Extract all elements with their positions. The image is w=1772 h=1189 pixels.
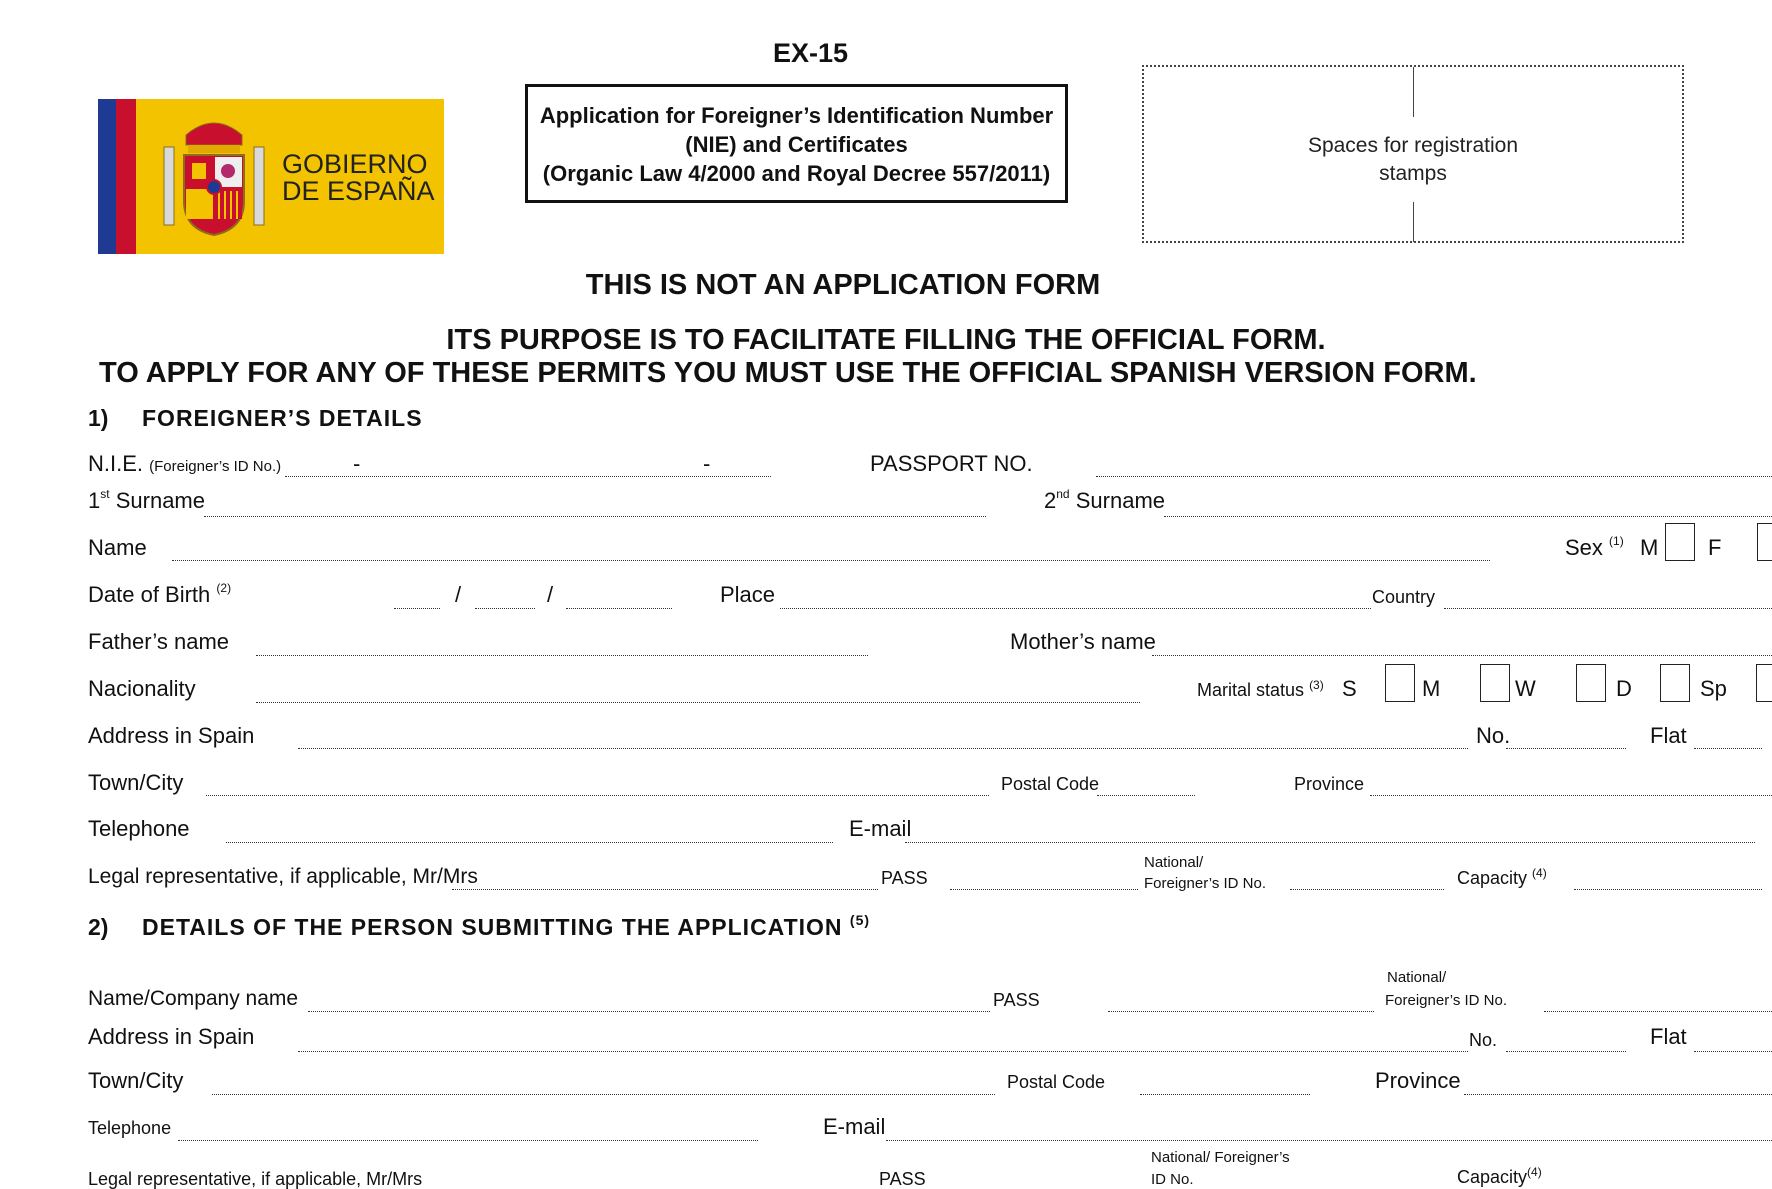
s2-name-label: Name/Company name	[88, 987, 299, 1010]
sex-f-label: F	[1708, 535, 1722, 560]
marital-s-label: S	[1342, 676, 1357, 701]
nie-dash-1: -	[353, 451, 361, 476]
nie-field[interactable]	[285, 476, 771, 477]
s2-no-label: No.	[1469, 1030, 1498, 1050]
s2-national-id-field[interactable]	[1544, 1011, 1772, 1012]
s2-flat-field[interactable]	[1694, 1051, 1772, 1052]
province-field[interactable]	[1370, 795, 1772, 796]
nationality-field[interactable]	[256, 702, 1140, 703]
surname2-field[interactable]	[1164, 516, 1772, 517]
logo-text-line-2: DE ESPAÑA	[282, 176, 435, 206]
address-flat-label: Flat	[1650, 723, 1687, 748]
dob-slash-2: /	[547, 582, 554, 607]
surname2-label: 2nd Surname	[1044, 487, 1166, 513]
postal-field[interactable]	[1097, 795, 1195, 796]
passport-field[interactable]	[1096, 476, 1772, 477]
s2-town-label: Town/City	[88, 1068, 184, 1093]
s2-pass-label: PASS	[993, 990, 1040, 1010]
surname1-label: 1st Surname	[88, 487, 205, 513]
logo-blue-stripe	[98, 99, 116, 254]
gobierno-logo	[98, 99, 444, 254]
legal-pass-label: PASS	[881, 868, 928, 888]
legal-capacity-label: Capacity $^{(4)}$	[1457, 866, 1547, 888]
s2-address-label: Address in Spain	[88, 1024, 255, 1049]
legal-national-id-label-1: National/	[1144, 854, 1204, 871]
s2-no-field[interactable]	[1506, 1051, 1626, 1052]
province-label: Province	[1294, 774, 1365, 794]
s2-national-id-label-2: Foreigner’s ID No.	[1385, 992, 1507, 1009]
s2-legal-capacity-label: Capacity$^{(4)}$	[1457, 1165, 1542, 1187]
passport-label: PASSPORT NO.	[870, 451, 1033, 476]
marital-sp-checkbox[interactable]	[1756, 664, 1772, 702]
sex-m-checkbox[interactable]	[1665, 523, 1695, 561]
nie-label: N.I.E. (Foreigner’s ID No.)	[88, 451, 282, 476]
form-title-line-1: Application for Foreigner’s Identification Number	[539, 103, 1054, 128]
telephone-field[interactable]	[226, 842, 833, 843]
mother-field[interactable]	[1152, 655, 1772, 656]
stamp-divider-bottom	[1413, 202, 1414, 242]
legal-rep-label: Legal representative, if applicable, Mr/Mrs	[88, 865, 478, 888]
email-label: E-mail	[849, 816, 912, 841]
sex-m-label: M	[1640, 535, 1659, 560]
town-field[interactable]	[206, 795, 989, 796]
sex-f-checkbox[interactable]	[1757, 523, 1772, 561]
town-label: Town/City	[88, 770, 184, 795]
place-field[interactable]	[780, 608, 1371, 609]
dob-label: Date of Birth $^{(2)}$	[88, 581, 232, 607]
s2-legal-rep-label: Legal representative, if applicable, Mr/Mrs	[88, 1169, 423, 1189]
marital-d-checkbox[interactable]	[1660, 664, 1690, 702]
s2-pass-field[interactable]	[1108, 1011, 1374, 1012]
legal-pass-field[interactable]	[950, 889, 1138, 890]
nationality-label: Nacionality	[88, 676, 196, 701]
notice-line-1: THIS IS NOT AN APPLICATION FORM	[585, 269, 1101, 301]
s2-email-field[interactable]	[886, 1140, 1772, 1141]
marital-w-checkbox[interactable]	[1576, 664, 1606, 702]
telephone-label: Telephone	[88, 816, 190, 841]
legal-rep-field[interactable]	[452, 889, 878, 890]
stamp-divider-top	[1413, 67, 1414, 117]
stamp-text-line-2: stamps	[1379, 162, 1447, 185]
coat-of-arms-icon	[156, 117, 272, 242]
s2-flat-label: Flat	[1650, 1024, 1687, 1049]
marital-m-label: M	[1422, 676, 1441, 701]
sex-label: Sex $^{(1)}$	[1565, 534, 1624, 560]
notice-line-3: TO APPLY FOR ANY OF THESE PERMITS YOU MUST USE THE OFFICIAL SPANISH VERSION FORM.	[99, 357, 1477, 389]
form-title-line-3: (Organic Law 4/2000 and Royal Decree 557/2011)	[542, 161, 1051, 186]
marital-s-checkbox[interactable]	[1385, 664, 1415, 702]
section-1-number: 1)	[88, 405, 109, 431]
marital-sp-label: Sp	[1700, 676, 1727, 701]
father-label: Father’s name	[88, 629, 230, 654]
s2-telephone-label: Telephone	[88, 1118, 172, 1138]
registration-stamp-box	[1142, 65, 1684, 243]
s2-name-field[interactable]	[308, 1011, 990, 1012]
form-title-box	[525, 84, 1068, 203]
s2-province-label: Province	[1375, 1068, 1461, 1093]
s2-town-field[interactable]	[212, 1094, 995, 1095]
stamp-text-line-1: Spaces for registration	[1307, 134, 1519, 157]
marital-d-label: D	[1616, 676, 1632, 701]
address-label: Address in Spain	[88, 723, 255, 748]
section-2-number: 2)	[88, 914, 109, 940]
country-label: Country	[1372, 587, 1436, 607]
s2-legal-national-id-label-1: National/ Foreigner’s	[1151, 1149, 1290, 1166]
s2-email-label: E-mail	[823, 1114, 886, 1139]
logo-text	[282, 151, 435, 205]
s2-postal-field[interactable]	[1140, 1094, 1310, 1095]
dob-day-field[interactable]	[394, 608, 440, 609]
s2-postal-label: Postal Code	[1007, 1072, 1106, 1092]
address-no-field[interactable]	[1506, 748, 1626, 749]
notice-line-2: ITS PURPOSE IS TO FACILITATE FILLING THE OFFICIAL FORM.	[446, 324, 1326, 356]
s2-province-field[interactable]	[1464, 1094, 1772, 1095]
marital-label: Marital status $^{(3)}$	[1197, 678, 1324, 700]
form-code: EX-15	[773, 38, 849, 68]
surname1-field[interactable]	[204, 516, 986, 517]
logo-red-stripe	[116, 99, 136, 254]
nie-dash-2: -	[703, 451, 711, 476]
s2-telephone-field[interactable]	[178, 1140, 758, 1141]
address-no-label: No.	[1476, 723, 1511, 748]
dob-month-field[interactable]	[475, 608, 535, 609]
section-2-title: DETAILS OF THE PERSON SUBMITTING THE APPLICATION $^{(5)}$	[142, 912, 871, 940]
name-field[interactable]	[172, 560, 1490, 561]
place-label: Place	[720, 582, 776, 607]
legal-national-id-field[interactable]	[1290, 889, 1444, 890]
email-field[interactable]	[905, 842, 1755, 843]
name-label: Name	[88, 535, 147, 560]
logo-text-line-1: GOBIERNO	[282, 149, 428, 179]
country-field[interactable]	[1444, 608, 1772, 609]
form-title-line-2: (NIE) and Certificates	[685, 132, 908, 157]
logo-white-stripe	[136, 99, 140, 254]
dob-slash-1: /	[455, 582, 462, 607]
marital-w-label: W	[1515, 676, 1536, 701]
address-field[interactable]	[298, 748, 1468, 749]
section-1-title: FOREIGNER’S DETAILS	[142, 405, 423, 431]
s2-address-field[interactable]	[298, 1051, 1468, 1052]
legal-capacity-field[interactable]	[1574, 889, 1762, 890]
mother-label: Mother’s name	[1010, 629, 1156, 654]
dob-year-field[interactable]	[566, 608, 672, 609]
father-field[interactable]	[256, 655, 868, 656]
legal-national-id-label-2: Foreigner’s ID No.	[1144, 875, 1266, 892]
s2-legal-pass-label: PASS	[879, 1169, 926, 1189]
marital-m-checkbox[interactable]	[1480, 664, 1510, 702]
address-flat-field[interactable]	[1694, 748, 1762, 749]
s2-legal-national-id-label-2: ID No.	[1151, 1171, 1194, 1188]
postal-label: Postal Code	[1001, 774, 1100, 794]
s2-national-id-label-1: National/	[1387, 969, 1447, 986]
